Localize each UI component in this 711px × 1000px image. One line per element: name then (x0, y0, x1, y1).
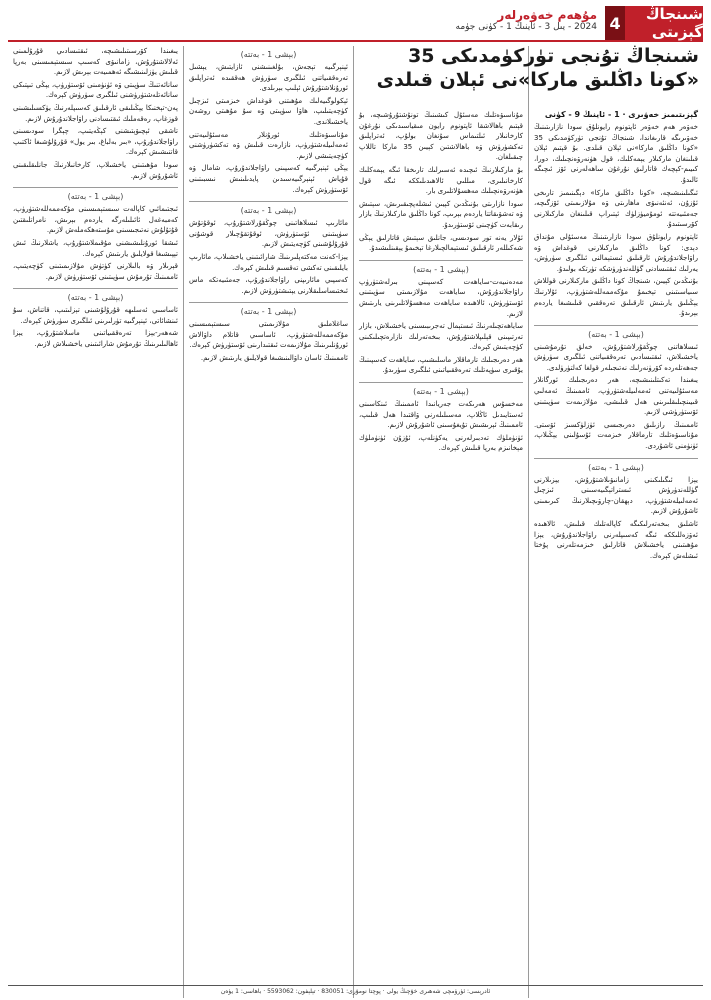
article-paragraph: يېزا ئىگىلىكىنى زامانىۋىلاشتۇرۇش، يېزىلارنى گۈللەندۈرۈش ئىستراتېگىيەسىنى ئىزچىل ئەمەلىيلەشتۈرۈپ، دېھقان-چارۋىچىلارنىڭ كىرىمىنى ئاشۇرۇش لازىم. (534, 475, 698, 516)
article-paragraph: ئىگىلىنىشىچە، «كونا داڭلىق ماركا» دېگىنىمىز تارىخى ئۇزۇن، ئەنئەنىۋى ماھارىتى ۋە مۇلازىمىتى ئۆزگىچە، جەمئىيەتتە ئومۇميۈزلۈك ئېتىراپ قىلىنغان ماركىلارنى كۆرسىتىدۇ. (534, 188, 698, 229)
main-headline: شىنجاڭ تۇنجى تۈركۈمدىكى 35 «كونا داڭلىق ماركا»نى ئېلان قىلدى (376, 45, 699, 91)
article-paragraph: ساغلاملىق مۇلازىمىتى سىستېمىسىنى مۇكەممەللەشتۈرۈپ، ئاساسىي قاتلام داۋالاش ئورۇنلىرىنىڭ مۇلازىمەت ئىقتىدارىنى ئۆستۈرۈش كېرەك. (189, 320, 348, 350)
section-divider (13, 187, 178, 188)
issue-date: 2024 - يىل 3 - ئاينىڭ 1 - كۈنى جۈمە (455, 22, 597, 32)
article-paragraph: سودا مۇھىتىنى ياخشىلاپ، كارخانىلارنىڭ جانلىقلىقىنى ئاشۇرۇش لازىم. (13, 160, 178, 180)
article-paragraph: ئاپتونوم رايونلۇق سودا نازارىتىنىڭ مەسئۇلى مۇنداق دېدى: كونا داڭلىق ماركىلارنى قوغداش ۋە راۋاجلاندۇرۇش ئارقىلىق ئىستېمالنى ئىلگىرى سۈرۈش، يەرلىك ئىقتىسادنى گۈللەندۈرۈشكە تۈرتكە بولىدۇ. (534, 232, 698, 273)
section-divider (359, 260, 523, 261)
column-far-left (8, 46, 183, 998)
masthead (8, 6, 703, 42)
article-paragraph: ئاممىنىڭ رازىلىق دەرىجىسى ئۈزلۈكسىز ئۆستى. مۇناسىۋەتلىك تارماقلار خىزمەت ئۇسۇلىنى يېڭىلاپ، ئۈنۈمنى ئاشۇردى. (534, 420, 698, 451)
article-paragraph: ئىشقا ئورۇنلىشىشنى مۇقىملاشتۇرۇپ، ياشلارنىڭ ئىش تېپىشىغا قولايلىق يارىتىش كېرەك. (13, 238, 178, 258)
article-paragraph: يىغىندا كۆرسىتىلىشىچە، ئىقتىسادىي قۇرۇلمىنى ئەلالاشتۇرۇش، زامانىۋى كەسىپ سىستېمىسىنى بەرپا قىلىش يۈزلىنىشىگە ئەھمىيەت بېرىش لازىم. (13, 47, 178, 77)
article-paragraph: يېزا-كەنت مەكتەپلىرىنىڭ شارائىتىنى ياخشىلاپ، مائارىپ بايلىقىنى تەكشى تەقسىم قىلىش كېرەك. (189, 252, 348, 272)
article-paragraph: مەدەنىيەت-ساياھەت كەسپىنى بىرلەشتۈرۈپ راۋاجلاندۇرۇش، ساياھەت مۇلازىمىتى سۈپىتىنى ئۆستۈرۈش، ئالاھىدە ساياھەت مەھسۇلاتلىرىنى يارىتىش لازىم. (359, 277, 523, 318)
column-middle (353, 46, 528, 998)
column-left (183, 46, 353, 998)
article-paragraph: ئىسلاھاتنى چوڭقۇرلاشتۇرۇش، خەلق تۇرمۇشىنى ياخشىلاش، ئىقتىسادىي تەرەققىياتنى ئىلگىرى سۈرۈش جەھەتلەردە كۆرۈنەرلىك نەتىجىلەر قولغا كەلتۈرۈلدى. (534, 342, 698, 372)
continued-label: (بېشى 1 - بەتتە) (240, 50, 297, 59)
article-paragraph: كەسپىي مائارىپنى راۋاجلاندۇرۇپ، جەمئىيەتكە ماس ئىختىساسلىقلارنى يېتىشتۈرۈش لازىم. (189, 276, 348, 295)
newspaper-logo: شىنجاڭ گېزىتى (625, 6, 703, 40)
article-paragraph: قېرىلار ۋە بالىلارنى كۈتۈش مۇلازىمىتىنى كۈچەيتىپ، ئاممىنىڭ تۇرمۇش سۈپىتىنى ئۆستۈرۈش لازىم. (13, 262, 178, 281)
article-paragraph: پەن-تېخنىكا يېڭىلىقى ئارقىلىق كەسىپلەرنىڭ يۈكسىلىشىنى قوزغاپ، رەقەملىك ئىقتىسادنى راۋاجلاندۇرۇش لازىم. (13, 103, 178, 123)
masthead-text (8, 6, 605, 40)
section-divider (359, 382, 523, 383)
continued-label: (بېشى 1 - بەتتە) (588, 329, 644, 339)
continued-label: (بېشى 1 - بەتتە) (588, 462, 644, 472)
article-paragraph: شەھەر-يېزا تەرەققىياتىنى ماسلاشتۇرۇپ، يېزا ئاھالىلىرىنىڭ تۇرمۇش شارائىتىنى ياخشىلاش لازىم. (13, 329, 178, 349)
article-paragraph: ئۈنۈملۈك تەدبىرلەرنى يەكۈنلەپ، ئۇزۇن ئۈنۈملۈك مېخانىزم بەرپا قىلىش كېرەك. (359, 433, 523, 453)
article-paragraph: خەۋەر ھەم خەۋەر ئاپتونوم رايونلۇق سودا نازارىتىنىڭ خەۋىرىگە قارىغاندا، شىنجاڭ تۇنجى تۈركۈمدىكى 35 «كونا داڭلىق ماركا»نى ئېلان قىلدى. بۇ قېتىم ئېلان قىلىنغان ماركىلار يېمەكلىك، قول ھۈنەرۋەنچىلىك، دورا، كىيىم-كېچەك قاتارلىق نۇرغۇن ساھەلەرنى ئۆز ئىچىگە ئالىدۇ. (534, 123, 698, 184)
continued-label: (بېشى 1 - بەتتە) (67, 293, 124, 303)
article-paragraph: ئۇلار يەنە تور سودىسى، جانلىق سېتىش قاتارلىق يېڭى شەكىللەر ئارقىلىق ئىستېمالچىلارغا تېخىمۇ يېقىنلىشىدۇ. (359, 233, 523, 253)
article-paragraph: ئېنېرگىيە تېجەش، بۇلغىنىشنى ئازايتىش، يېشىل تەرەققىياتنى ئىلگىرى سۈرۈش ھەققىدە ئەتراپلىق ئورۇنلاشتۇرۇش ئېلىپ بېرىلدى. (189, 63, 348, 93)
article-columns (8, 46, 703, 998)
section-divider (189, 201, 348, 202)
section-divider (189, 302, 348, 303)
article-paragraph: مۇناسىۋەتلىك مەسئۇل كىشىنىڭ تونۇشتۇرۇشىچە، بۇ قېتىم باھالاشقا ئاپتونوم رايون مىقياسىدىكى نۇرغۇن كارخانىلار ئىلتىماس سۇنغان بولۇپ، ئەتراپلىق تەكشۈرۈش ۋە باھالاشتىن كېيىن 35 ماركا تاللاپ چىقىلغان. (359, 111, 523, 162)
article-paragraph: ئاممىنىڭ ئاسان داۋالىنىشىغا قولايلىق يارىتىش لازىم. (200, 354, 348, 363)
page-footer: ئادرېسى: ئۈرۈمچى شەھىرى خۇچىڭ يولى · پوچتا نومۇرى: 830051 · تېلېفون: 5593062 · باھاسى: 1 يۈەن (8, 985, 703, 998)
article-paragraph: بۇنىڭدىن كېيىن، شىنجاڭ كونا داڭلىق ماركىلارنى قوللاش سىياسىتىنى تېخىمۇ مۇكەممەللەشتۈرۈپ، ئۇلارنىڭ يېڭىلىق يارىتىش ئارقىلىق تەرەققىي قىلىشىغا ياردەم بېرىدۇ. (534, 277, 698, 318)
article-paragraph: سانائەتنىڭ سۈپىتى ۋە ئۈنۈمىنى ئۆستۈرۈپ، يېڭى تىپتىكى سانائەتلەشتۈرۈشنى ئىلگىرى سۈرۈش كېرەك. (13, 80, 178, 100)
continued-label: (بېشى 1 - بەتتە) (413, 387, 469, 397)
section-divider (13, 288, 178, 289)
page-number: 4 (605, 6, 625, 40)
article-paragraph: ھەر دەرىجىلىك تارماقلار ماسلىشىپ، ساياھەت كەسپىنىڭ يۇقىرى سۈپەتلىك تەرەققىياتىنى ئىلگىرى سۈرىدۇ. (359, 355, 523, 375)
column-right (528, 46, 703, 998)
article-paragraph: ساياھەتچىلەرنىڭ ئىستېمال تەجرىبىسىنى ياخشىلاش، بازار تەرتىپىنى قېلىپلاشتۇرۇش، بىخەتەرلىك نازارەتچىلىكىنى كۈچەيتىش كېرەك. (359, 322, 523, 352)
article-paragraph: بۇ ماركىلارنىڭ ئىچىدە ئەسىرلىك تارىخقا ئىگە يېمەكلىك كارخانىلىرى، مىللىي ئالاھىدىلىككە ئىگە قول ھۈنەرۋەنچىلىك مەھسۇلاتلىرى بار. (359, 165, 523, 196)
section-title: مۇھەم خەۋەرلەر (497, 8, 597, 22)
continued-label: (بېشى 1 - بەتتە) (240, 307, 297, 317)
article-paragraph: سودا نازارىتى بۇنىڭدىن كېيىن ئىشلەپچىقىرىش، سېتىش ۋە تەشۋىقاتتا ياردەم بېرىپ، كونا داڭلىق ماركىلارنىڭ بازار رىقابەت كۈچىنى ئۆستۈرىدۇ. (359, 199, 523, 229)
article-paragraph: يېڭى ئېنېرگىيە كەسپىنى راۋاجلاندۇرۇپ، شامال ۋە قۇياش ئېنېرگىيەسىدىن پايدىلىنىش نىسبىتىنى ئۆستۈرۈش كېرەك. (189, 164, 348, 194)
article-paragraph: ئېكولوگىيەلىك مۇھىتنى قوغداش خىزمىتى ئىزچىل كۈچەيتىلىپ، ھاۋا سۈپىتى ۋە سۇ مۇھىتى روشەن ياخشىلاندى. (189, 96, 348, 126)
article-paragraph: ئاساسىي ئەسلىھە قۇرۇلۇشىنى تېزلىتىپ، قاتناش، سۇ ئىنشائاتى، ئېنېرگىيە تۈرلىرىنى ئىلگىرى سۈرۈش كېرەك. (13, 306, 178, 325)
article-paragraph: ئىجتىمائىي كاپالەت سىستېمىسىنى مۇكەممەللەشتۈرۈپ، كەمبەغەل ئائىلىلەرگە ياردەم بېرىش، نامراتلىقتىن قۇتۇلۇش نەتىجىسىنى مۇستەھكەملەش لازىم. (13, 205, 178, 235)
continued-label: (بېشى 1 - بەتتە) (240, 206, 297, 216)
article-paragraph: مەخسۇس ھەرىكەت جەريانىدا ئاممىنىڭ ئىنكاسىنى ئەستايىدىل ئاڭلاپ، مەسىلىلەرنى ۋاقتىدا ھەل قىلىپ، ئاممىنىڭ ئېرىشىش تۇيغۇسىنى ئاشۇرۇش لازىم. (359, 400, 523, 430)
continued-label: (بېشى 1 - بەتتە) (67, 192, 124, 202)
continued-label: (بېشى 1 - بەتتە) (413, 264, 469, 274)
article-byline: گېزىتىمىز خەۋىرى · 1 - ئاينىڭ 9 - كۈنى (544, 110, 698, 119)
article-paragraph: مۇناسىۋەتلىك ئورۇنلار مەسئۇلىيەتنى ئەمەلىيلەشتۈرۈپ، نازارەت قىلىش ۋە تەكشۈرۈشنى كۈچەيتىشى لازىم. (189, 130, 348, 160)
section-divider (534, 458, 698, 459)
article-paragraph: تاشقى ئېچىۋېتىشنى كېڭەيتىپ، چېگرا سودىسىنى راۋاجلاندۇرۇپ، «بىر بەلباغ، بىر يول» قۇرۇلۇشىغا ئاكتىپ قاتنىشىش كېرەك. (13, 127, 178, 157)
article-paragraph: يىغىندا تەكىتلىنىشىچە، ھەر دەرىجىلىك ئورگانلار مەسئۇلىيەتنى ئەمەلىيلەشتۈرۈپ، ئاممىنىڭ ئەمەلىي قىيىنچىلىقلىرىنى ھەل قىلىشى، مۇلازىمەت سۈپىتىنى ئۆستۈرۈشى لازىم. (534, 376, 698, 417)
article-paragraph: ئاشلىق بىخەتەرلىكىگە كاپالەتلىك قىلىش، ئالاھىدە ئەۋزەللىككە ئىگە كەسىپلەرنى راۋاجلاندۇرۇش، يېزا مۇھىتىنى ياخشىلاش قاتارلىق خىزمەتلەرنى پۇختا ئىشلەش كېرەك. (534, 520, 698, 560)
section-divider (534, 325, 698, 326)
article-paragraph: مائارىپ ئىسلاھاتىنى چوڭقۇرلاشتۇرۇپ، ئوقۇتۇش سۈپىتىنى ئۆستۈرۈش، ئوقۇتقۇچىلار قوشۇنى قۇرۇلۇشىنى كۈچەيتىش لازىم. (189, 219, 348, 249)
